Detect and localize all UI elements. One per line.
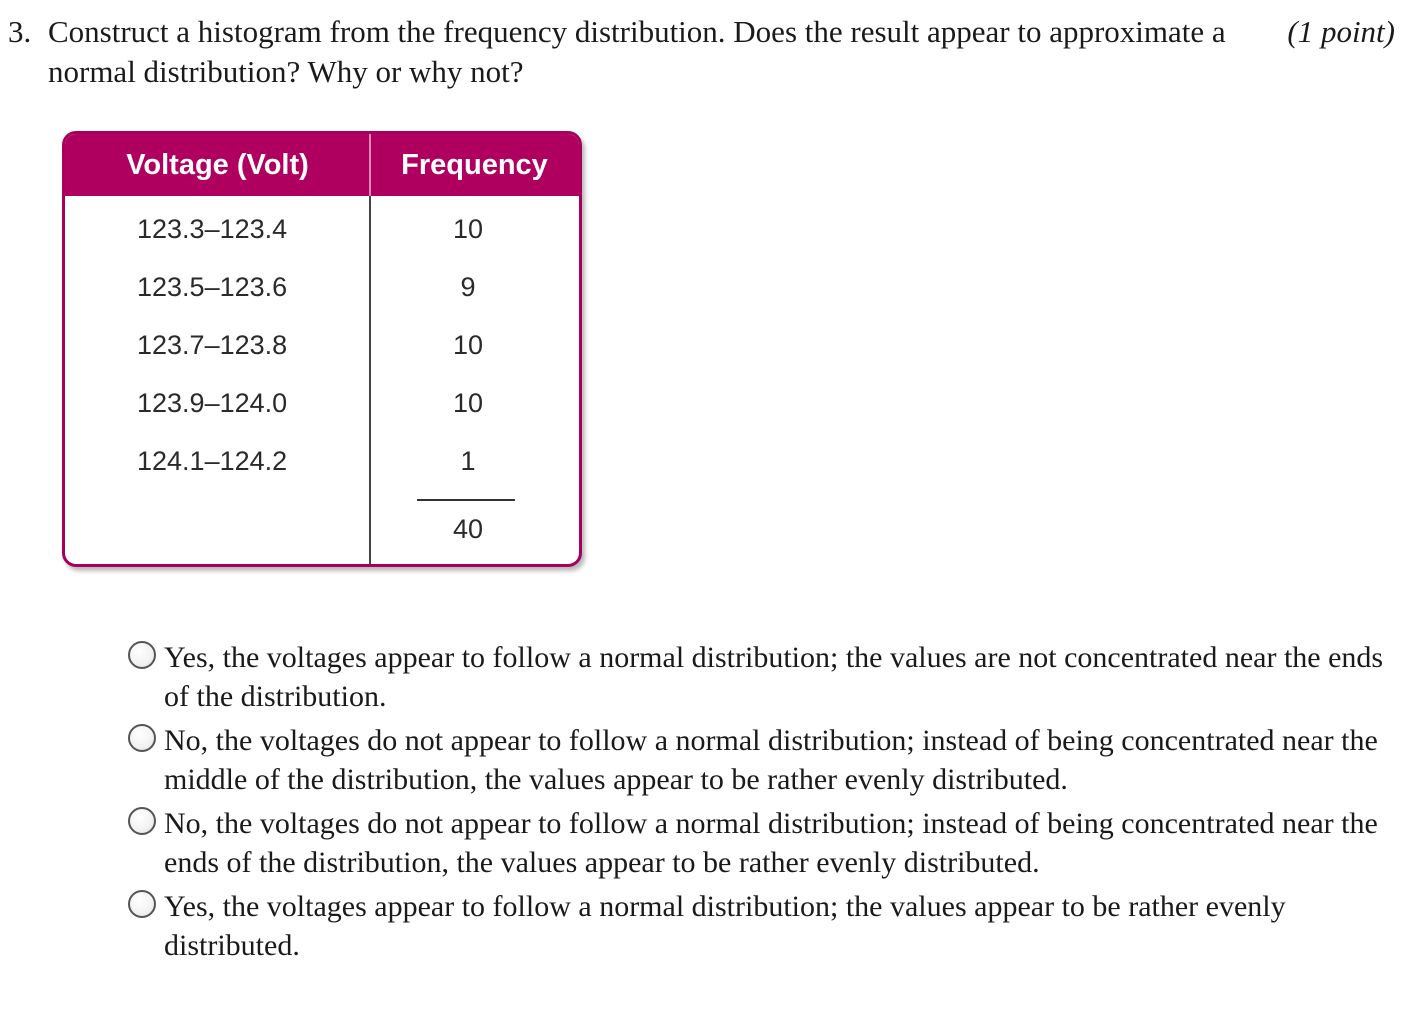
- answer-option-label: No, the voltages do not appear to follow a normal distribution; instead of being concentrated near the middle of the distribution, the values appear to be rather evenly distributed.: [164, 724, 1378, 796]
- frequency-total: 40: [452, 514, 484, 544]
- table-row: [65, 316, 579, 374]
- sum-line: [417, 499, 515, 501]
- answer-options: [128, 638, 1403, 970]
- answer-option-1[interactable]: [128, 638, 1403, 716]
- answer-option-label: Yes, the voltages appear to follow a normal distribution; the values appear to be rather evenly distributed.: [164, 890, 1286, 962]
- question-number: 3.: [8, 14, 32, 49]
- answer-option-4[interactable]: [128, 887, 1403, 965]
- table-row: [65, 432, 579, 490]
- radio-button-icon[interactable]: [128, 641, 156, 669]
- radio-button-icon[interactable]: [128, 807, 156, 835]
- frequency-cell: 10: [452, 330, 484, 360]
- answer-option-label: No, the voltages do not appear to follow a normal distribution; instead of being concentrated near the ends of the distribution, the values appear to be rather evenly distributed.: [164, 807, 1378, 879]
- question-points: (1 point): [1287, 14, 1395, 49]
- frequency-cell: 1: [460, 446, 476, 476]
- frequency-cell: 10: [452, 388, 484, 418]
- voltage-cell: 123.3–123.4: [137, 214, 288, 244]
- frequency-cell: 9: [460, 272, 476, 302]
- table-row: [65, 258, 579, 316]
- radio-button-icon[interactable]: [128, 724, 156, 752]
- voltage-cell: 124.1–124.2: [137, 446, 288, 476]
- header-frequency: Frequency: [401, 149, 548, 181]
- frequency-table: [62, 131, 582, 567]
- frequency-cell: 10: [452, 214, 484, 244]
- answer-option-label: Yes, the voltages appear to follow a normal distribution; the values are not concentrated near the ends of the distribution.: [164, 641, 1384, 713]
- table-header-row: [65, 134, 579, 196]
- question-text: Construct a histogram from the frequency distribution. Does the result appear to approximate a normal distribution? Why or why not?: [48, 14, 1226, 89]
- answer-option-2[interactable]: [128, 721, 1403, 799]
- voltage-cell: 123.7–123.8: [137, 330, 288, 360]
- voltage-cell: 123.5–123.6: [137, 272, 288, 302]
- answer-option-3[interactable]: [128, 804, 1403, 882]
- table-row: [65, 374, 579, 432]
- header-voltage: Voltage (Volt): [126, 149, 309, 181]
- radio-button-icon[interactable]: [128, 890, 156, 918]
- table-row: [65, 200, 579, 258]
- voltage-cell: 123.9–124.0: [137, 388, 288, 418]
